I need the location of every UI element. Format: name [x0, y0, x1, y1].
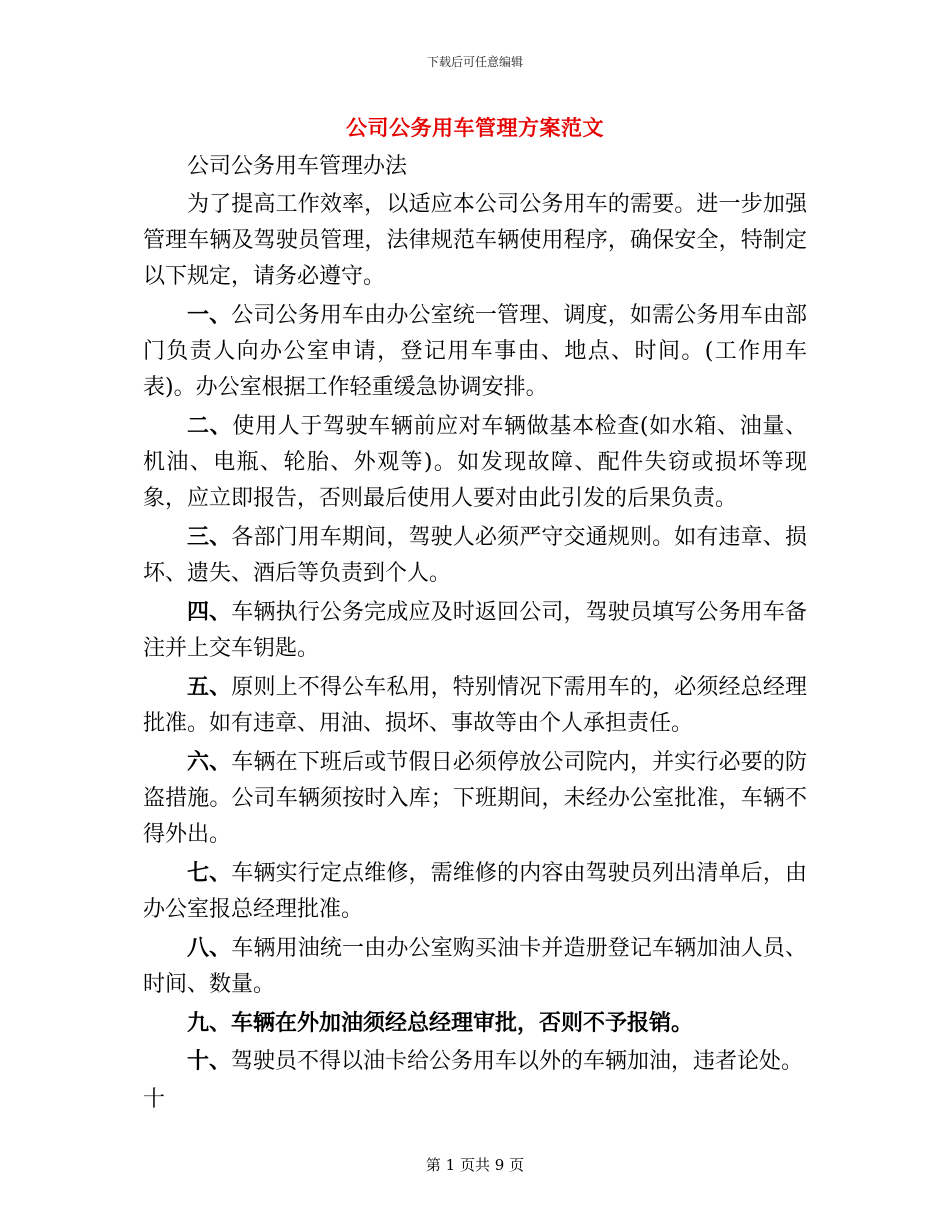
clause-paragraph [143, 519, 807, 592]
clause-paragraph [143, 669, 807, 742]
clause-text: 车辆执行公务完成应及时返回公司，驾驶员填写公务用车备注并上交车钥匙。 [143, 600, 807, 661]
continuation-text: 十 [143, 1087, 166, 1112]
clause-paragraph [143, 930, 807, 1003]
section-heading: 公司公务用车管理办法 [187, 154, 408, 179]
clause-paragraph [143, 1043, 807, 1080]
clause-paragraph [143, 744, 807, 853]
clause-text: 原则上不得公车私用，特别情况下需用车的，必须经总经理批准。如有违章、用油、损坏、事故等由个人承担责任。 [143, 675, 807, 736]
clause-paragraph [143, 855, 807, 928]
clause-number: 十、 [187, 1048, 232, 1074]
clause-text: 车辆用油统一由办公室购买油卡并造册登记车辆加油人员、时间、数量。 [143, 936, 807, 997]
clause-number: 一、 [187, 302, 232, 328]
clause-number: 六、 [187, 749, 232, 775]
clause-paragraph [143, 594, 807, 667]
intro-paragraph: 为了提高工作效率，以适应本公司公务用车的需要。进一步加强管理车辆及驾驶员管理，法律规范车辆使用程序，确保安全，特制定以下规定，请务必遵守。 [143, 192, 807, 289]
clause-number: 四、 [187, 599, 232, 625]
clause-text: 使用人于驾驶车辆前应对车辆做基本检查(如水箱、油量、机油、电瓶、轮胎、外观等)。如发现故障、配件失窃或损坏等现象，应立即报告，否则最后使用人要对由此引发的后果负责。 [143, 414, 807, 511]
clause-number: 二、 [187, 413, 233, 439]
clause-text: 车辆在下班后或节假日必须停放公司院内，并实行必要的防盗措施。公司车辆须按时入库；下班期间，未经办公室批准，车辆不得外出。 [143, 750, 807, 847]
clause-number: 五、 [187, 674, 232, 700]
document-title: 公司公务用车管理方案范文 [346, 115, 604, 140]
running-header: 下载后可任意编辑 [426, 55, 523, 69]
clause-paragraph-emphasized [143, 1005, 807, 1041]
clause-text: 各部门用车期间，驾驶人必须严守交通规则。如有违章、损坏、遗失、酒后等负责到个人。 [143, 525, 807, 586]
clause-number: 九、 [187, 1010, 232, 1036]
clause-number: 七、 [187, 860, 232, 886]
clause-text: 车辆实行定点维修，需维修的内容由驾驶员列出清单后，由办公室报总经理批准。 [143, 861, 807, 922]
clause-text: 驾驶员不得以油卡给公务用车以外的车辆加油，违者论处。 [231, 1049, 804, 1074]
clause-number: 八、 [187, 935, 232, 961]
clause-paragraph [143, 297, 807, 406]
document-body [143, 149, 807, 1120]
page-number: 第 1 页共 9 页 [425, 1156, 525, 1174]
clause-text: 公司公务用车由办公室统一管理、调度，如需公务用车由部门负责人向办公室申请，登记用车事由、地点、时间。(工作用车表)。办公室根据工作轻重缓急协调安排。 [143, 303, 807, 400]
clause-paragraph [143, 408, 807, 517]
clause-text: 车辆在外加油须经总经理审批，否则不予报销。 [231, 1010, 694, 1036]
clause-number: 三、 [187, 524, 232, 550]
